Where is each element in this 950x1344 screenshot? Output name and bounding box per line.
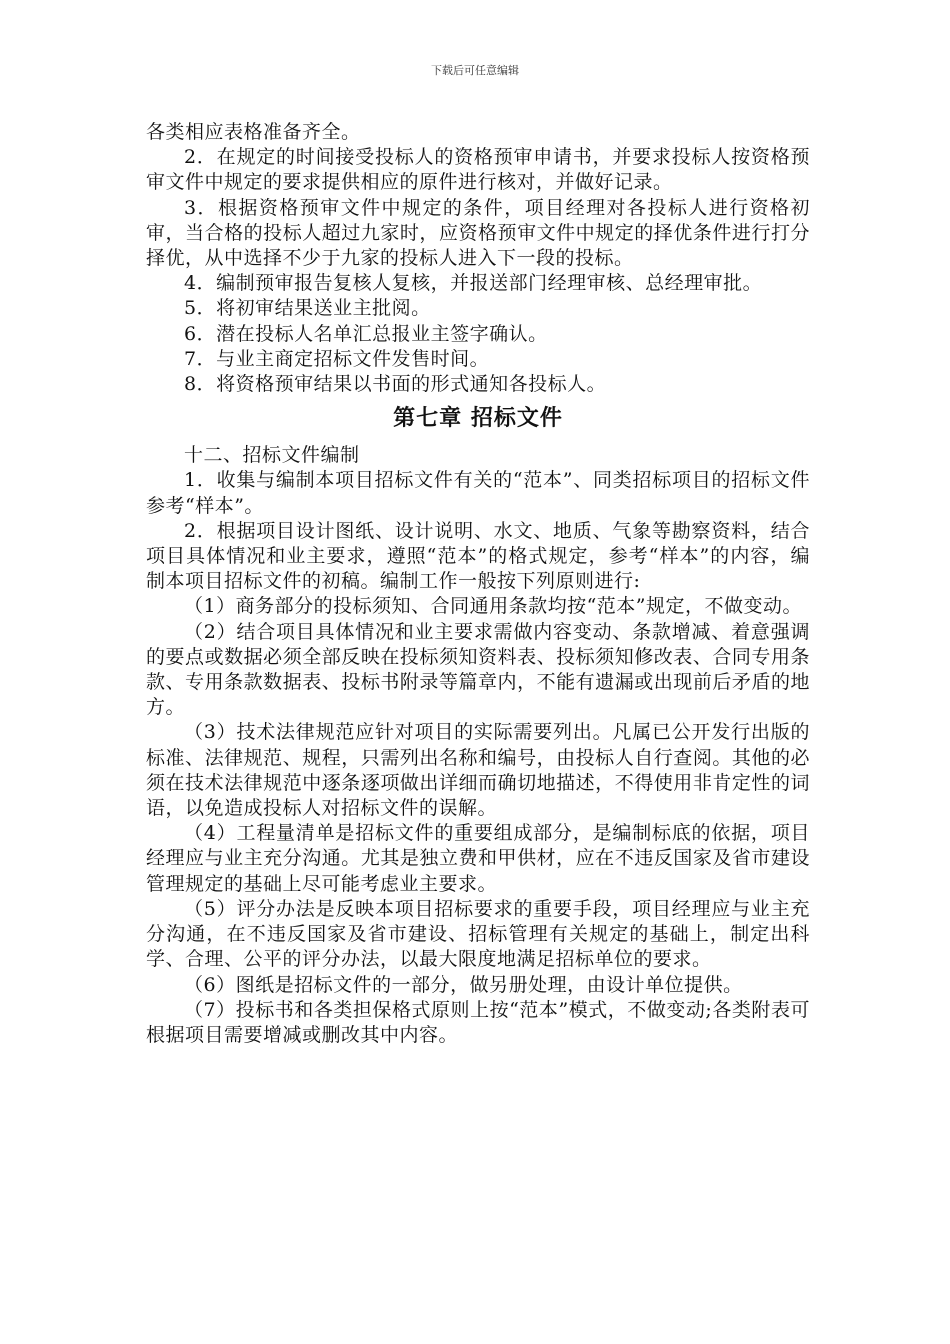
paragraph-sub-2: （2）结合项目具体情况和业主要求需做内容变动、条款增减、着意强调的要点或数据必须全部反映在投标须知资料表、投标须知修改表、合同专用条款、专用条款数据表、投标书附录等篇章内，不能有遗漏或出现前后矛盾的地方。	[146, 620, 810, 719]
paragraph-continuation: 各类相应表格准备齐全。	[146, 121, 361, 143]
paragraph-sub-7: （7）投标书和各类担保格式原则上按“范本”模式，不做变动;各类附表可根据项目需要增减或删改其中内容。	[146, 998, 810, 1046]
document-body	[146, 120, 810, 1048]
paragraph-item-2: 2．在规定的时间接受投标人的资格预审申请书，并要求投标人按资格预审文件中规定的要求提供相应的原件进行核对，并做好记录。	[146, 146, 810, 194]
paragraph-sub-4: （4）工程量清单是招标文件的重要组成部分，是编制标底的依据，项目经理应与业主充分沟通。尤其是独立费和甲供材，应在不违反国家及省市建设管理规定的基础上尽可能考虑业主要求。	[146, 822, 810, 895]
section-heading: 十二、招标文件编制	[184, 444, 360, 467]
paragraph-item-1: 1．收集与编制本项目招标文件有关的“范本”、同类招标项目的招标文件参考“样本”。	[146, 469, 810, 517]
paragraph-item-5: 5．将初审结果送业主批阅。	[184, 297, 431, 320]
paragraph-sub-6: （6）图纸是招标文件的一部分，做另册处理，由设计单位提供。	[184, 973, 743, 996]
paragraph-item-4: 4．编制预审报告复核人复核，并报送部门经理审核、总经理审批。	[184, 272, 763, 295]
page-header-note: 下载后可任意编辑	[431, 64, 519, 77]
paragraph-sub-3: （3）技术法律规范应针对项目的实际需要列出。凡属已公开发行出版的标准、法律规范、规程，只需列出名称和编号，由投标人自行查阅。其他的必须在技术法律规范中逐条逐项做出详细而确切地描述，不得使用非肯定性的词语，以免造成投标人对招标文件的误解。	[146, 721, 810, 820]
paragraph-item-2b: 2．根据项目设计图纸、设计说明、水文、地质、气象等勘察资料，结合项目具体情况和业主要求，遵照“范本”的格式规定，参考“样本”的内容，编制本项目招标文件的初稿。编制工作一般按下列原则进行:	[146, 519, 810, 593]
paragraph-item-7: 7．与业主商定招标文件发售时间。	[184, 347, 490, 370]
paragraph-item-3: 3．根据资格预审文件中规定的条件，项目经理对各投标人进行资格初审，当合格的投标人超过九家时，应资格预审文件中规定的择优条件进行打分择优，从中选择不少于九家的投标人进入下一段的投标。	[146, 196, 810, 270]
paragraph-item-6: 6．潜在投标人名单汇总报业主签字确认。	[184, 322, 548, 345]
paragraph-sub-5: （5）评分办法是反映本项目招标要求的重要手段，项目经理应与业主充分沟通，在不违反国家及省市建设、招标管理有关规定的基础上，制定出科学、合理、公平的评分办法，以最大限度地满足招标单位的要求。	[146, 897, 810, 971]
chapter-title: 第七章 招标文件	[393, 406, 563, 432]
paragraph-item-8: 8．将资格预审结果以书面的形式通知各投标人。	[184, 373, 607, 396]
paragraph-sub-1: （1）商务部分的投标须知、合同通用条款均按“范本”规定，不做变动。	[184, 595, 803, 618]
